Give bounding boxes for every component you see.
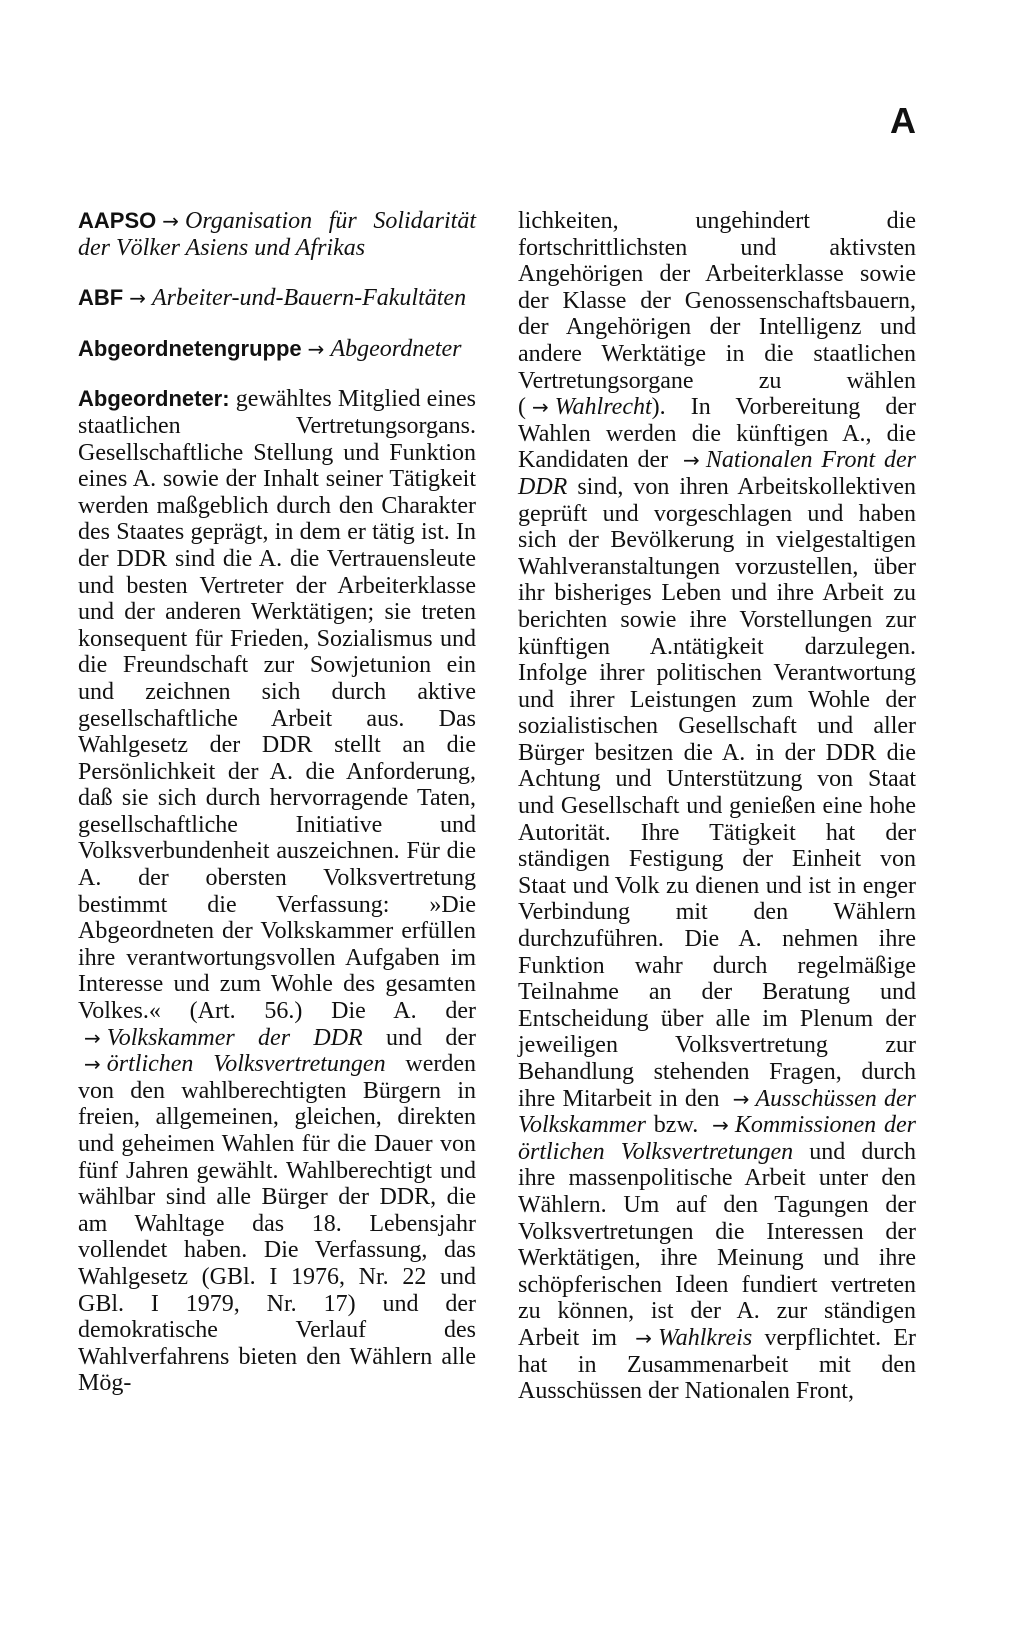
entry-abf xyxy=(78,285,476,312)
entry-body-text: bzw. xyxy=(653,1112,699,1139)
entry-abgeordneter xyxy=(78,386,476,1397)
cross-reference-arrow-icon: → xyxy=(84,1025,101,1050)
entry-term: ABF xyxy=(78,285,124,311)
cross-reference-link[interactable]: Abgeordneter xyxy=(330,335,462,362)
entry-body-text: sind, von ihren Arbeitskollektiven geprüft und vorgeschlagen und haben sich der Bevölkerung in vielgestaltigen Wahlveranstaltungen vorzustellen, über ihr bisheriges Leben und ihre Arbeit zu berichten sowie ihre Vorstellungen zur künftigen A.ntätigkeit darzulegen. Infolge ihrer politischen Verantwortung und ihrer Leistungen zum Wohle der sozialistischen Gesellschaft und aller Bürger besitzen die A. in der DDR die Achtung und Unterstützung von Staat und Gesellschaft und genießen eine hohe Autorität. Ihre Tätigkeit hat der ständigen Festigung der Einheit von Staat und Volk zu dienen und ist in enger Verbindung mit den Wählern durchzuführen. Die A. nehmen ihre Funktion wahr durch regelmäßige Teilnahme an der Beratung und Entscheidung über alle im Plenum der jeweiligen Volksvertretung zur Behandlung stehenden Fragen, durch ihre Mitarbeit in den xyxy=(518,473,917,1112)
cross-reference-arrow-icon: → xyxy=(532,395,549,420)
entry-term: Abgeordneter: xyxy=(78,386,230,412)
section-letter: A xyxy=(890,100,916,141)
cross-reference-link[interactable]: Wahlrecht xyxy=(554,394,652,421)
cross-reference-arrow-icon: → xyxy=(129,286,146,311)
right-column xyxy=(518,208,916,1405)
cross-reference-link[interactable]: Organisation für Solidarität der Völker Asiens und Afrikas xyxy=(78,208,476,261)
cross-reference-link[interactable]: Volkskammer der DDR xyxy=(106,1024,363,1051)
cross-reference-arrow-icon: → xyxy=(307,336,325,361)
cross-reference-arrow-icon: → xyxy=(162,209,180,233)
cross-reference-link[interactable]: Wahlkreis xyxy=(657,1324,753,1351)
cross-reference-arrow-icon: → xyxy=(712,1113,729,1138)
cross-reference-arrow-icon: → xyxy=(635,1325,652,1350)
cross-reference-arrow-icon: → xyxy=(732,1086,750,1111)
entry-body-text: gewähltes Mitglied eines staatlichen Vertretungsorgans. Gesellschaftliche Stellung und Funktion eines A. sowie der Inhalt seiner Tätigkeit werden maßgeblich durch den Charakter des Staates geprägt, in dem er tätig ist. In der DDR sind die A. die Vertrauensleute und besten Vertreter der Arbeiterklasse und der anderen Werktätigen; sie treten konsequent für Frieden, Sozialismus und die Freundschaft zur Sowjetunion ein und zeichnen sich durch aktive gesellschaftliche Arbeit aus. Das Wahlgesetz der DDR stellt an die Persönlichkeit der A. die Anforderung, daß sie sich durch hervorragende Taten, gesellschaftliche Initiative und Volksverbundenheit auszeichnen. Für die A. der obersten Volksvertretung bestimmt die Verfassung: »Die Abgeordneten der Volkskammer erfüllen ihre verantwortungsvollen Aufgaben im Interesse und zum Wohle des gesamten Volkes.« (Art. 56.) Die A. der xyxy=(78,386,476,1025)
entry-body-text: und durch ihre massenpolitische Arbeit unter den Wählern. Um auf den Tagungen der Volksvertretungen die Interessen der Werktätigen, ihre Meinung und ihre schöpferischen Ideen fundiert vertreten zu können, ist der A. zur ständigen Arbeit im xyxy=(518,1138,917,1351)
entry-term: Abgeordnetengruppe xyxy=(78,335,302,361)
cross-reference-arrow-icon: → xyxy=(683,448,700,473)
cross-reference-link[interactable]: Arbeiter-und-Bauern-Fakultäten xyxy=(151,285,467,312)
cross-reference-link[interactable]: örtlichen Volksvertretungen xyxy=(106,1051,386,1078)
entry-term: AAPSO xyxy=(78,208,157,233)
cross-reference-link[interactable]: Kommissionen der örtlichen Volksvertretungen xyxy=(518,1112,916,1165)
entry-abgeordnetengruppe xyxy=(78,336,476,363)
entry-body-text: werden von den wahlberechtigten Bürgern in freien, allgemeinen, gleichen, direkten und geheimen Wahlen für die Dauer von fünf Jahren gewählt. Wahlberechtigt und wählbar sind alle Bürger der DDR, die am Wahltage das 18. Lebensjahr vollendet haben. Die Verfassung, das Wahlgesetz (GBl. I 1976, Nr. 22 und GBl. I 1979, Nr. 17) und der demokratische Verlauf des Wahlverfahrens bieten den Wählern alle Mög- xyxy=(78,1051,477,1397)
entry-body-text: lichkeiten, ungehindert die fortschrittlichsten und aktivsten Angehörigen der Arbeiterklasse sowie der Klasse der Genossenschaftsbauern, der Angehörigen der Intelligenz und andere Werktätige in die staatlichen Vertretungsorgane zu wählen ( xyxy=(518,208,916,421)
cross-reference-arrow-icon: → xyxy=(84,1052,101,1077)
entry-body-text: und der xyxy=(386,1024,476,1051)
entry-body-text: ). In Vorbereitung der Wahlen werden die künftigen A., die Kandidaten der xyxy=(518,394,916,474)
cross-reference-link[interactable]: Nationalen Front der DDR xyxy=(518,447,917,500)
left-column xyxy=(78,208,476,1397)
entry-body-text: verpflichtet. Er hat in Zusammenarbeit mit den Ausschüssen der Nationalen Front, xyxy=(518,1324,917,1405)
entry-aapso xyxy=(78,208,476,261)
entry-continuation xyxy=(518,208,916,1405)
cross-reference-link[interactable]: Ausschüssen der Volkskammer xyxy=(518,1085,916,1139)
